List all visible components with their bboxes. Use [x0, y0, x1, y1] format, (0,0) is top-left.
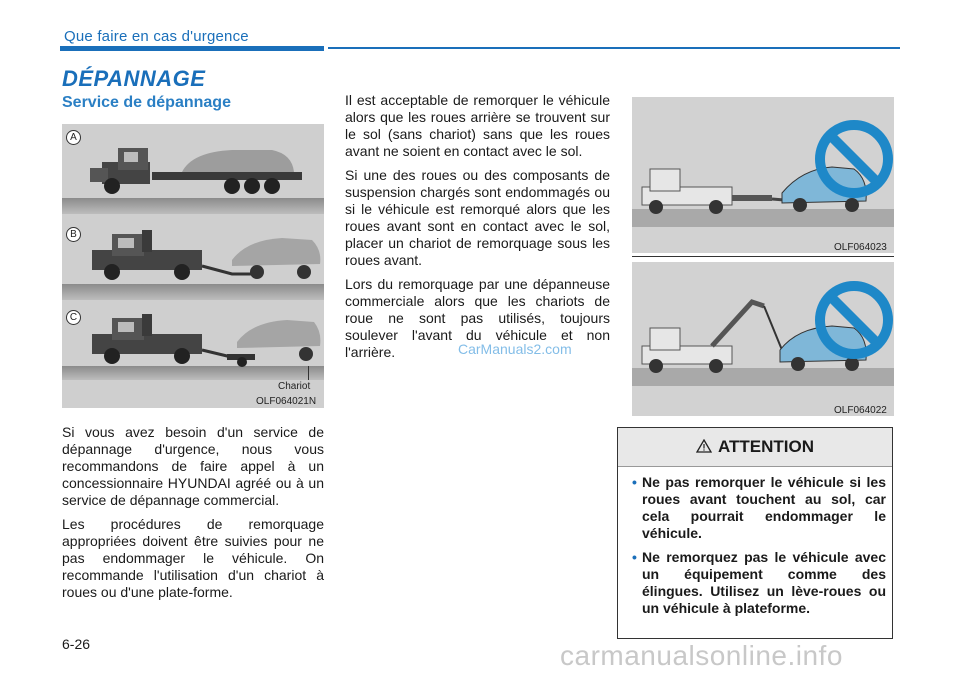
chariot-callout-line	[308, 366, 309, 380]
wheel-lift-truck-illustration	[82, 220, 322, 290]
attention-title: ATTENTION	[717, 437, 814, 456]
page-number: 6-26	[62, 636, 91, 652]
right-figure-divider	[632, 256, 894, 257]
figure-right-top-code: OLF064023	[834, 242, 887, 253]
attention-item	[632, 474, 886, 542]
warning-triangle-icon	[696, 439, 712, 453]
header-rule-thick	[60, 46, 324, 51]
col2-paragraph-2: Si une des roues ou des composants de suspension chargés sont endommagés ou si le véhicule est remorqué alors que les roues avant sont en contact avec le sol, placer un chariot de remorquage sous les roues avant.	[345, 167, 610, 268]
chariot-callout: Chariot	[278, 381, 311, 392]
col1-paragraph-2: Les procédures de remorquage appropriées doivent être suivies pour ne pas endommager le véhicule. On recommande l'utilisation d'un chariot à roues ou d'une plate-forme.	[62, 516, 324, 600]
page-title: DÉPANNAGE	[62, 66, 206, 91]
column-2-text	[345, 92, 610, 368]
bullet-icon: •	[632, 549, 637, 565]
prohibited-towing-figure-1	[632, 97, 894, 253]
attention-item-text: Ne remorquez pas le véhicule avec un équipement comme des élingues. Utilisez un lève-roues ou un véhicule à plateforme.	[642, 549, 886, 616]
attention-header	[618, 428, 892, 467]
col2-paragraph-1: Il est acceptable de remorquer le véhicule alors que les roues arrière se trouvent sur le sol (sans chariot) sans que les roues avant ne soient en contact avec le sol.	[345, 92, 610, 159]
section-title: Que faire en cas d'urgence	[64, 28, 249, 45]
attention-item	[632, 549, 886, 617]
truck-towing-sling-illustration	[632, 262, 894, 416]
figure-right-bottom-code: OLF064022	[834, 405, 887, 416]
footer-site: carmanualsonline.info	[560, 640, 843, 671]
col1-paragraph-1: Si vous avez besoin d'un service de dépannage d'urgence, nous vous recommandons de faire appel à un concessionnaire HYUNDAI agréé ou à un service de dépannage commercial.	[62, 424, 324, 508]
watermark: CarManuals2.com	[458, 341, 572, 357]
prohibited-towing-figure-2	[632, 262, 894, 416]
header-rule-thin	[328, 47, 900, 49]
attention-box	[617, 427, 893, 639]
truck-towing-rear-lift-illustration	[632, 97, 894, 253]
flatbed-truck-illustration	[82, 132, 322, 202]
bullet-icon: •	[632, 474, 637, 490]
figure-label-b: B	[66, 227, 81, 242]
towing-methods-figure	[62, 124, 324, 408]
page-subtitle: Service de dépannage	[62, 94, 231, 111]
dolly-tow-truck-illustration	[82, 304, 322, 374]
column-1-text	[62, 424, 324, 608]
figure-label-c: C	[66, 310, 81, 325]
figure-label-a: A	[66, 130, 81, 145]
attention-item-text: Ne pas remorquer le véhicule si les roues avant touchent au sol, car cela pourrait endommager le véhicule.	[642, 474, 886, 541]
figure-main-code: OLF064021N	[256, 396, 317, 407]
attention-list	[632, 474, 886, 624]
col2-paragraph-3: Lors du remorquage par une dépanneuse commerciale alors que les chariots de roue ne sont pas utilisés, toujours soulever l'avant du véhicule et non l'arrière.	[345, 276, 610, 360]
